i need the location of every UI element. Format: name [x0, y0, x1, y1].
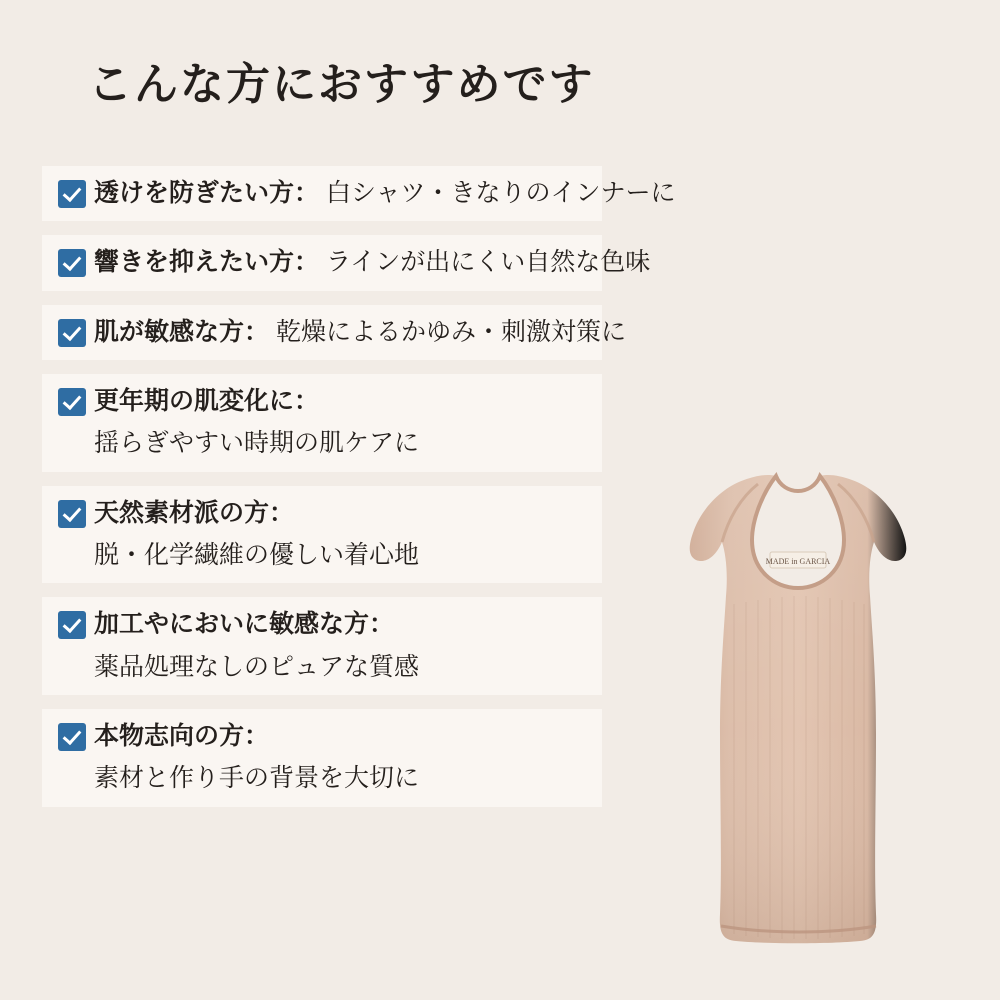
list-item-rest: ラインが出にくい自然な色味: [319, 248, 651, 277]
list-item-row: [58, 178, 676, 209]
list-item-lead: 本物志向の方：: [94, 722, 270, 750]
list-item: [42, 486, 602, 584]
recommendation-checklist: [42, 166, 676, 821]
list-item-subtext: 薬品処理なしのピュアな質感: [94, 652, 420, 681]
list-item-text: [94, 721, 269, 752]
checkbox-checked-icon: [58, 611, 86, 639]
brand-label: [766, 552, 831, 568]
list-item-lead: 肌が敏感な方：: [94, 317, 270, 346]
list-item-rest: 乾燥によるかゆみ・刺激対策に: [269, 317, 626, 346]
list-item-lead: 透けを防ぎたい方：: [94, 179, 320, 207]
list-item: [42, 374, 602, 472]
list-item-lead: 天然素材派の方：: [94, 498, 295, 527]
camisole-tank-top-photo: [608, 434, 988, 974]
checkbox-checked-icon: [58, 723, 86, 751]
list-item-row: [58, 498, 588, 529]
list-item-subtext: 素材と作り手の背景を大切に: [94, 764, 420, 793]
page-title: こんな方におすすめです: [88, 60, 595, 109]
list-item: [42, 166, 676, 221]
list-item: [42, 597, 602, 695]
list-item-text: [94, 317, 626, 348]
checkbox-checked-icon: [58, 180, 86, 208]
product-photo: [608, 434, 988, 974]
list-item-text: [94, 247, 650, 278]
list-item-text: [94, 498, 294, 529]
list-item-row: [58, 386, 588, 417]
list-item-text: [94, 609, 394, 640]
list-item-row: [58, 317, 626, 348]
list-item-rest: 白シャツ・きなりのインナーに: [319, 179, 676, 207]
brand-label-text: MADE in GARCIA: [765, 557, 831, 566]
list-item-lead: 響きを抑えたい方：: [94, 248, 320, 277]
list-item-row: [58, 721, 588, 752]
list-item-text: [94, 178, 675, 209]
list-item-row: [58, 609, 588, 640]
checkbox-checked-icon: [58, 319, 86, 347]
list-item-subtext: 脱・化学繊維の優しい着心地: [94, 540, 420, 569]
list-item: [42, 305, 626, 360]
list-item-row: [58, 247, 651, 278]
list-item-lead: 加工やにおいに敏感な方：: [94, 610, 395, 639]
checkbox-checked-icon: [58, 388, 86, 416]
checkbox-checked-icon: [58, 249, 86, 277]
list-item-text: [94, 386, 319, 417]
list-item-subtext: 揺らぎやすい時期の肌ケアに: [94, 429, 420, 457]
list-item: [42, 235, 651, 290]
list-item: [42, 709, 602, 807]
checkbox-checked-icon: [58, 500, 86, 528]
list-item-lead: 更年期の肌変化に：: [94, 386, 320, 415]
